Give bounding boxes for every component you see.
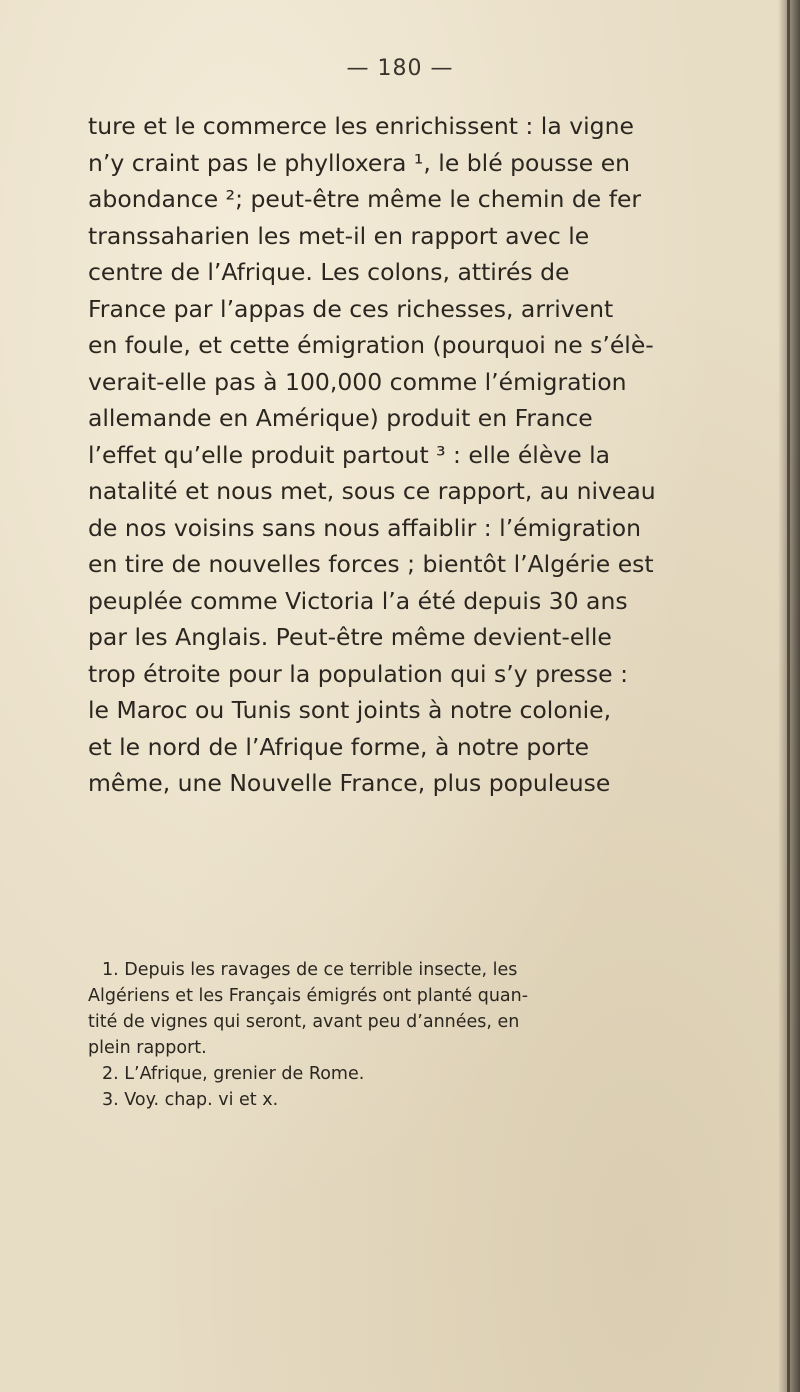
footnote-1-line: Algériens et les Français émigrés ont planté quan- [88,986,529,1006]
body-line: verait-elle pas à 100,000 comme l’émigration [88,367,627,396]
body-line: ture et le commerce les enrichissent : la vigne [88,112,634,140]
body-line: le Maroc ou Tunis sont joints à notre colonie, [88,696,612,724]
body-line: l’effet qu’elle produit partout ³ : elle élève la [88,440,611,469]
footnote-1-line: tité de vignes qui seront, avant peu d’années, en [88,1012,520,1032]
body-line: peuplée comme Victoria l’a été depuis 30 ans [88,586,628,615]
body-line: en tire de nouvelles forces ; bientôt l’Algérie est [88,550,654,578]
body-line: centre de l’Afrique. Les colons, attirés de [88,258,570,286]
footnote-1-line: plein rapport. [88,1038,207,1058]
body-line: abondance ²; peut-être même le chemin de fer [88,185,642,213]
body-line: France par l’appas de ces richesses, arrivent [88,294,614,323]
body-line: de nos voisins sans nous affaiblir : l’émigration [88,513,642,542]
page-edge-line [787,0,790,1392]
body-line: n’y craint pas le phylloxera ¹, le blé pousse en [88,148,631,177]
body-line: trop étroite pour la population qui s’y presse : [88,659,628,688]
body-line: par les Anglais. Peut-être même devient-elle [88,623,612,651]
footnote-3: 3. Voy. chap. vi et x. [102,1090,279,1110]
footnote-1-line: 1. Depuis les ravages de ce terrible insecte, les [102,960,518,980]
body-paragraph [88,108,782,802]
footnote-2: 2. L’Afrique, grenier de Rome. [102,1064,365,1084]
body-line: et le nord de l’Afrique forme, à notre porte [88,732,590,761]
footnotes [88,957,778,1113]
body-line: natalité et nous met, sous ce rapport, au niveau [88,477,656,505]
body-line: transsaharien les met-il en rapport avec le [88,221,590,250]
body-line: en foule, et cette émigration (pourquoi ne s’élè- [88,331,654,359]
body-line: allemande en Amérique) produit en France [88,404,593,432]
body-line: même, une Nouvelle France, plus populeuse [88,769,611,797]
page-number: — 180 — [346,56,454,81]
